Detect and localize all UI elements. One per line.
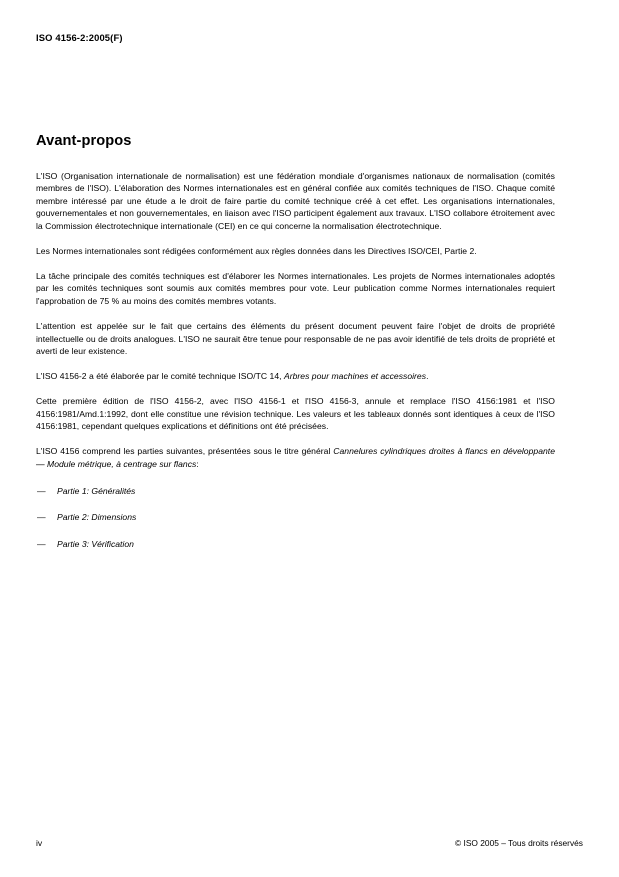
general-title-italic: Cannelures cylindriques droites à flancs en développante — Module métrique, à centrage sur flancs	[36, 446, 556, 469]
committee-text-lead: L'ISO 4156-2 a été élaborée par le comité technique ISO/TC 14,	[36, 371, 284, 382]
parts-intro-lead: L'ISO 4156 comprend les parties suivantes, présentées sous le titre général	[36, 446, 334, 457]
em-dash-bullet-icon: —	[37, 538, 46, 549]
list-item-label: Partie 2: Dimensions	[57, 512, 137, 523]
paragraph-iso-description: L'ISO (Organisation internationale de normalisation) est une fédération mondiale d'organismes nationaux de normalisation (comités membres de l'ISO). L'élaboration des Normes internationales est en général confiée aux comités techniques de l'ISO. Chaque comité membre intéressé par une étude a le droit de faire partie du comité technique créé à cet effet. Les organisations internationales, gouvernementales et non gouvernementales, en liaison avec l'ISO participent également aux travaux. L'ISO collabore étroitement avec la Commission électrotechnique internationale (CEI) en ce qui concerne la normalisation électrotechnique.	[36, 170, 555, 231]
page-footer	[36, 838, 583, 848]
paragraph-committee	[36, 370, 555, 383]
parts-list	[36, 485, 555, 551]
list-item	[36, 485, 555, 498]
page-title: Avant-propos	[36, 133, 132, 149]
running-header: ISO 4156-2:2005(F)	[36, 32, 123, 43]
parts-intro-tail: :	[196, 458, 199, 469]
list-item	[36, 538, 555, 551]
paragraph-directives: Les Normes internationales sont rédigées conformément aux règles données dans les Directives ISO/CEI, Partie 2.	[36, 245, 477, 256]
paragraph-parts-intro	[36, 445, 555, 470]
em-dash-bullet-icon: —	[37, 512, 46, 523]
paragraph-voting: La tâche principale des comités techniques est d'élaborer les Normes internationales. Les projets de Normes internationales adoptés par les comités techniques sont soumis aux comités membres pour vote. Leur publication comme Normes internationales requiert l'approbation de 75 % au moins des comités membres votants.	[36, 270, 555, 307]
em-dash-bullet-icon: —	[37, 485, 46, 496]
list-item-label: Partie 3: Vérification	[57, 538, 134, 549]
page-number: iv	[36, 838, 43, 848]
paragraph-edition-history: Cette première édition de l'ISO 4156-2, avec l'ISO 4156-1 et l'ISO 4156-3, annule et remplace l'ISO 4156:1981 et l'ISO 4156:1981/Amd.1:1992, dont elle constitue une révision technique. Les valeurs et les tableaux donnés sont identiques à ceux de l'ISO 4156:1981, cependant quelques explications et définitions ont été précisées.	[36, 396, 555, 432]
list-item	[36, 511, 555, 524]
list-item-label: Partie 1: Généralités	[57, 485, 136, 496]
document-body	[36, 133, 555, 564]
committee-text-tail: .	[426, 371, 429, 382]
copyright-notice: © ISO 2005 – Tous droits réservés	[455, 838, 583, 848]
paragraph-patent-rights: L'attention est appelée sur le fait que certains des éléments du présent document peuvent faire l'objet de droits de propriété intellectuelle ou de droits analogues. L'ISO ne saurait être tenue pour responsable de ne pas avoir identifié de tels droits de propriété et averti de leur existence.	[36, 321, 555, 357]
committee-title-italic: Arbres pour machines et accessoires	[283, 371, 427, 382]
